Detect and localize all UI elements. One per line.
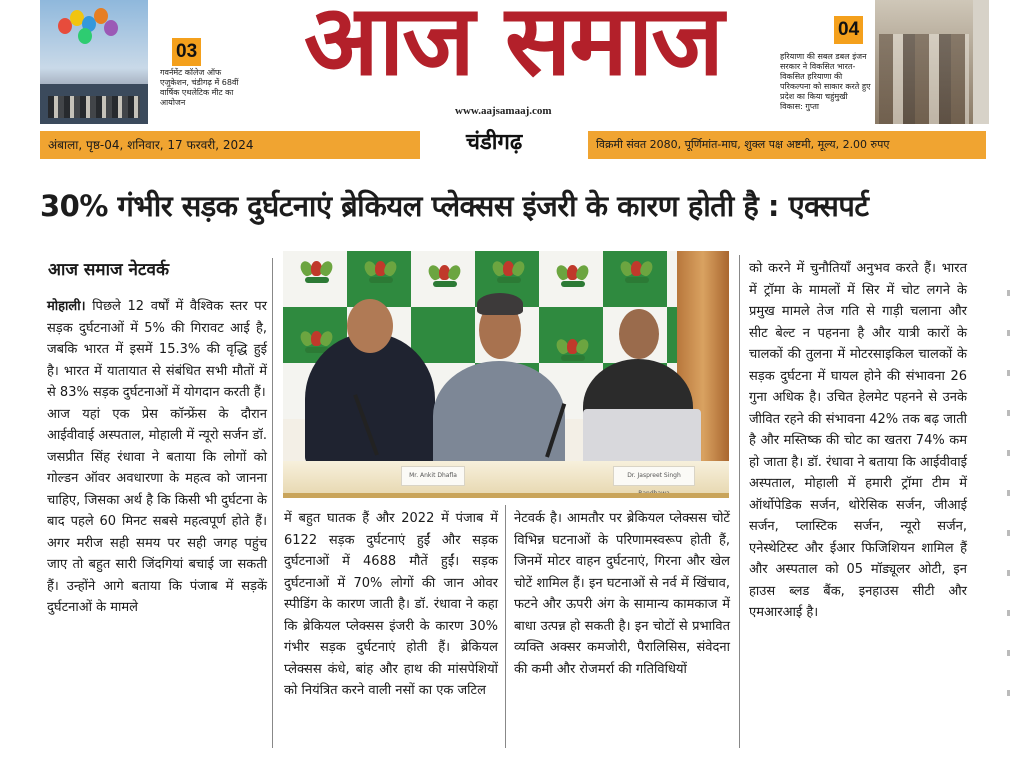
article-paragraph: में बहुत घातक हैं और 2022 में पंजाब में 6122 सड़क दुर्घटनाएं हुईं और सड़क दुर्घटनाओं में 4688 मौतें हुईं। सड़क दुर्घटनाओं में 70% लोगों की जान ओवर स्पीडिंग के कारण जाती है। डॉ. रंधावा ने कहा कि ब्रेकियल प्लेक्सस इंजरी के कारण 30% गंभीर सड़क दुर्घटनाएं होती हैं। ब्रेकियल प्लेक्सस कंधे, बांह और हाथ की मांसपेशियों को नियंत्रित करने वाली नसों का एक जटिल [284,511,498,698]
column-divider [739,255,740,748]
edition-city: चंडीगढ़ [466,130,523,155]
article-column-1 [47,296,267,619]
hospital-logo-icon [493,261,525,287]
article-paragraph: आज यहां एक प्रेस कॉन्फ्रेंस के दौरान आईवीवाई अस्पताल, मोहाली में न्यूरो सर्जन डॉ. जसप्रीत सिंह रंधावा ने बताया कि लोगों को गोल्डन ऑवर अवधारणा के महत्व को जानना चाहिए, जिसका अर्थ है कि किसी भी दुर्घटना के बाद पहले 60 मिनट सबसे महत्वपूर्ण होते हैं। अगर मरीज सही समय पर सही जगह पहुंच जाए तो बहुत सारी जिंदगियां बचाई जा सकती हैं। उन्होंने आगे बताया कि पंजाब में सड़कें दुर्घटनाओं के मामले [47,406,267,615]
hospital-logo-icon [429,265,461,291]
masthead-title: आज समाज [304,0,722,98]
dateline-right: विक्रमी संवत 2080, पूर्णिमांत-माघ, शुक्ल पक्ष अष्टमी, मूल्य, 2.00 रुपए [588,131,986,159]
article-headline: 30% गंभीर सड़क दुर्घटनाएं ब्रेकियल प्लेक्सस इंजरी के कारण होती है : एक्सपर्ट [40,189,869,223]
page-edge-marks [1007,290,1010,730]
article-paragraph: पिछले 12 वर्षों में वैश्विक स्तर पर सड़क दुर्घटनाओं में 5% की गिरावट आई है, जबकि भारत में इसमें 15.3% की वृद्धि हुई है। भारत में यातायात से संबंधित सभी मौतों में से 83% सड़क दुर्घटनाओं में योगदान करती हैं। [47,299,267,400]
article-dateline: मोहाली। [47,299,86,314]
press-conference-photo[interactable] [283,251,729,498]
nameplate: Dr. Jaspreet Singh [613,466,695,486]
vertical-ad-strip [973,0,989,124]
balloons-graphic [58,8,118,48]
article-column-2 [284,508,498,702]
article-byline: आज समाज नेटवर्क [48,260,170,280]
article-column-4 [749,258,967,624]
masthead-url[interactable]: www.aajsamaaj.com [455,105,552,117]
column-divider [505,505,506,748]
dateline-left: अंबाला, पृष्ठ-04, शनिवार, 17 फरवरी, 2024 [40,131,420,159]
crowd-graphic [48,96,140,118]
hospital-logo-icon [365,261,397,287]
teaser-text[interactable]: हरियाणा की सबल डबल इंजन सरकार ने विकसित भारत-विकसित हरियाणा की परिकल्पना को साकार करते हुए प्रदेश का किया चहुंमुखी विकास: गुप्ता [780,52,871,111]
teaser-text[interactable]: गवर्नमेंट कॉलेज ऑफ एजुकेशन, चंडीगढ़ में 68वीं वार्षिक एथलेटिक मीट का आयोजन [160,68,239,107]
article-paragraph: नेटवर्क है। आमतौर पर ब्रेकियल प्लेक्सस चोटें विभिन्न घटनाओं के परिणामस्वरूप होती हैं, जिनमें मोटर वाहन दुर्घटनाएं, गिरना और खेल चोटें शामिल हैं। इन घटनाओं से नर्व में खिंचाव, फटने और ऊपरी अंग के सामान्य कामकाज में बाधा उत्पन्न हो सकती है। इन चोटों से प्रभावित व्यक्ति अक्सर कमजोरी, पैरालिसिस, संवेदना की कमी और रोजमर्रा की गतिविधियों [514,511,730,677]
laptop-graphic [583,409,701,469]
hospital-logo-icon [621,261,653,287]
nameplate: Mr. Ankit Dhafla [401,466,465,486]
teaser-page-number[interactable]: 04 [834,16,863,44]
article-paragraph: को करने में चुनौतियाँ अनुभव करते हैं। भारत में ट्रॉमा के मामलों में सिर में चोट लगने के प्रमुख मामले तेज गति से गाड़ी चलाना और सीट बेल्ट न पहनना है और यात्री कारों के चालकों की तुलना में मोटरसाइकिल चालकों के सड़क दुर्घटना में घायल होने की संभावना 26 गुना अधिक है। उचित हेलमेट पहनने से उनके जीवित रहने की संभावना 42% तक बढ़ जाती है और मस्तिष्क की चोट का खतरा 74% कम हो जाता है। डॉ. रंधावा ने बताया कि आईवीवाई अस्पताल, मोहाली में हमारी ट्रॉमा टीम में ऑर्थोपेडिक सर्जन, थोरेसिक सर्जन, जीआई सर्जन, प्लास्टिक सर्जन, न्यूरो सर्जन, एनेस्थेटिस्ट और ईआर फिजिशियन शामिल हैं और अस्पताल को 05 मॉड्यूलर ओटी, इन हाउस ब्लड बैंक, इनहाउस सीटी और एमआरआई है। [749,261,967,620]
article-column-3 [514,508,730,680]
teaser-photo-right[interactable] [875,0,973,124]
hospital-logo-icon [557,339,589,365]
teaser-photo-left[interactable] [40,0,148,124]
hospital-logo-icon [557,265,589,291]
table-cloth-edge [283,493,729,498]
speaker-right-head [619,309,659,359]
column-divider [272,258,273,748]
speaker-left-head [347,299,393,353]
people-graphic [879,34,969,124]
hospital-logo-icon [301,261,333,287]
turban [477,293,523,315]
teaser-page-number[interactable]: 03 [172,38,201,66]
